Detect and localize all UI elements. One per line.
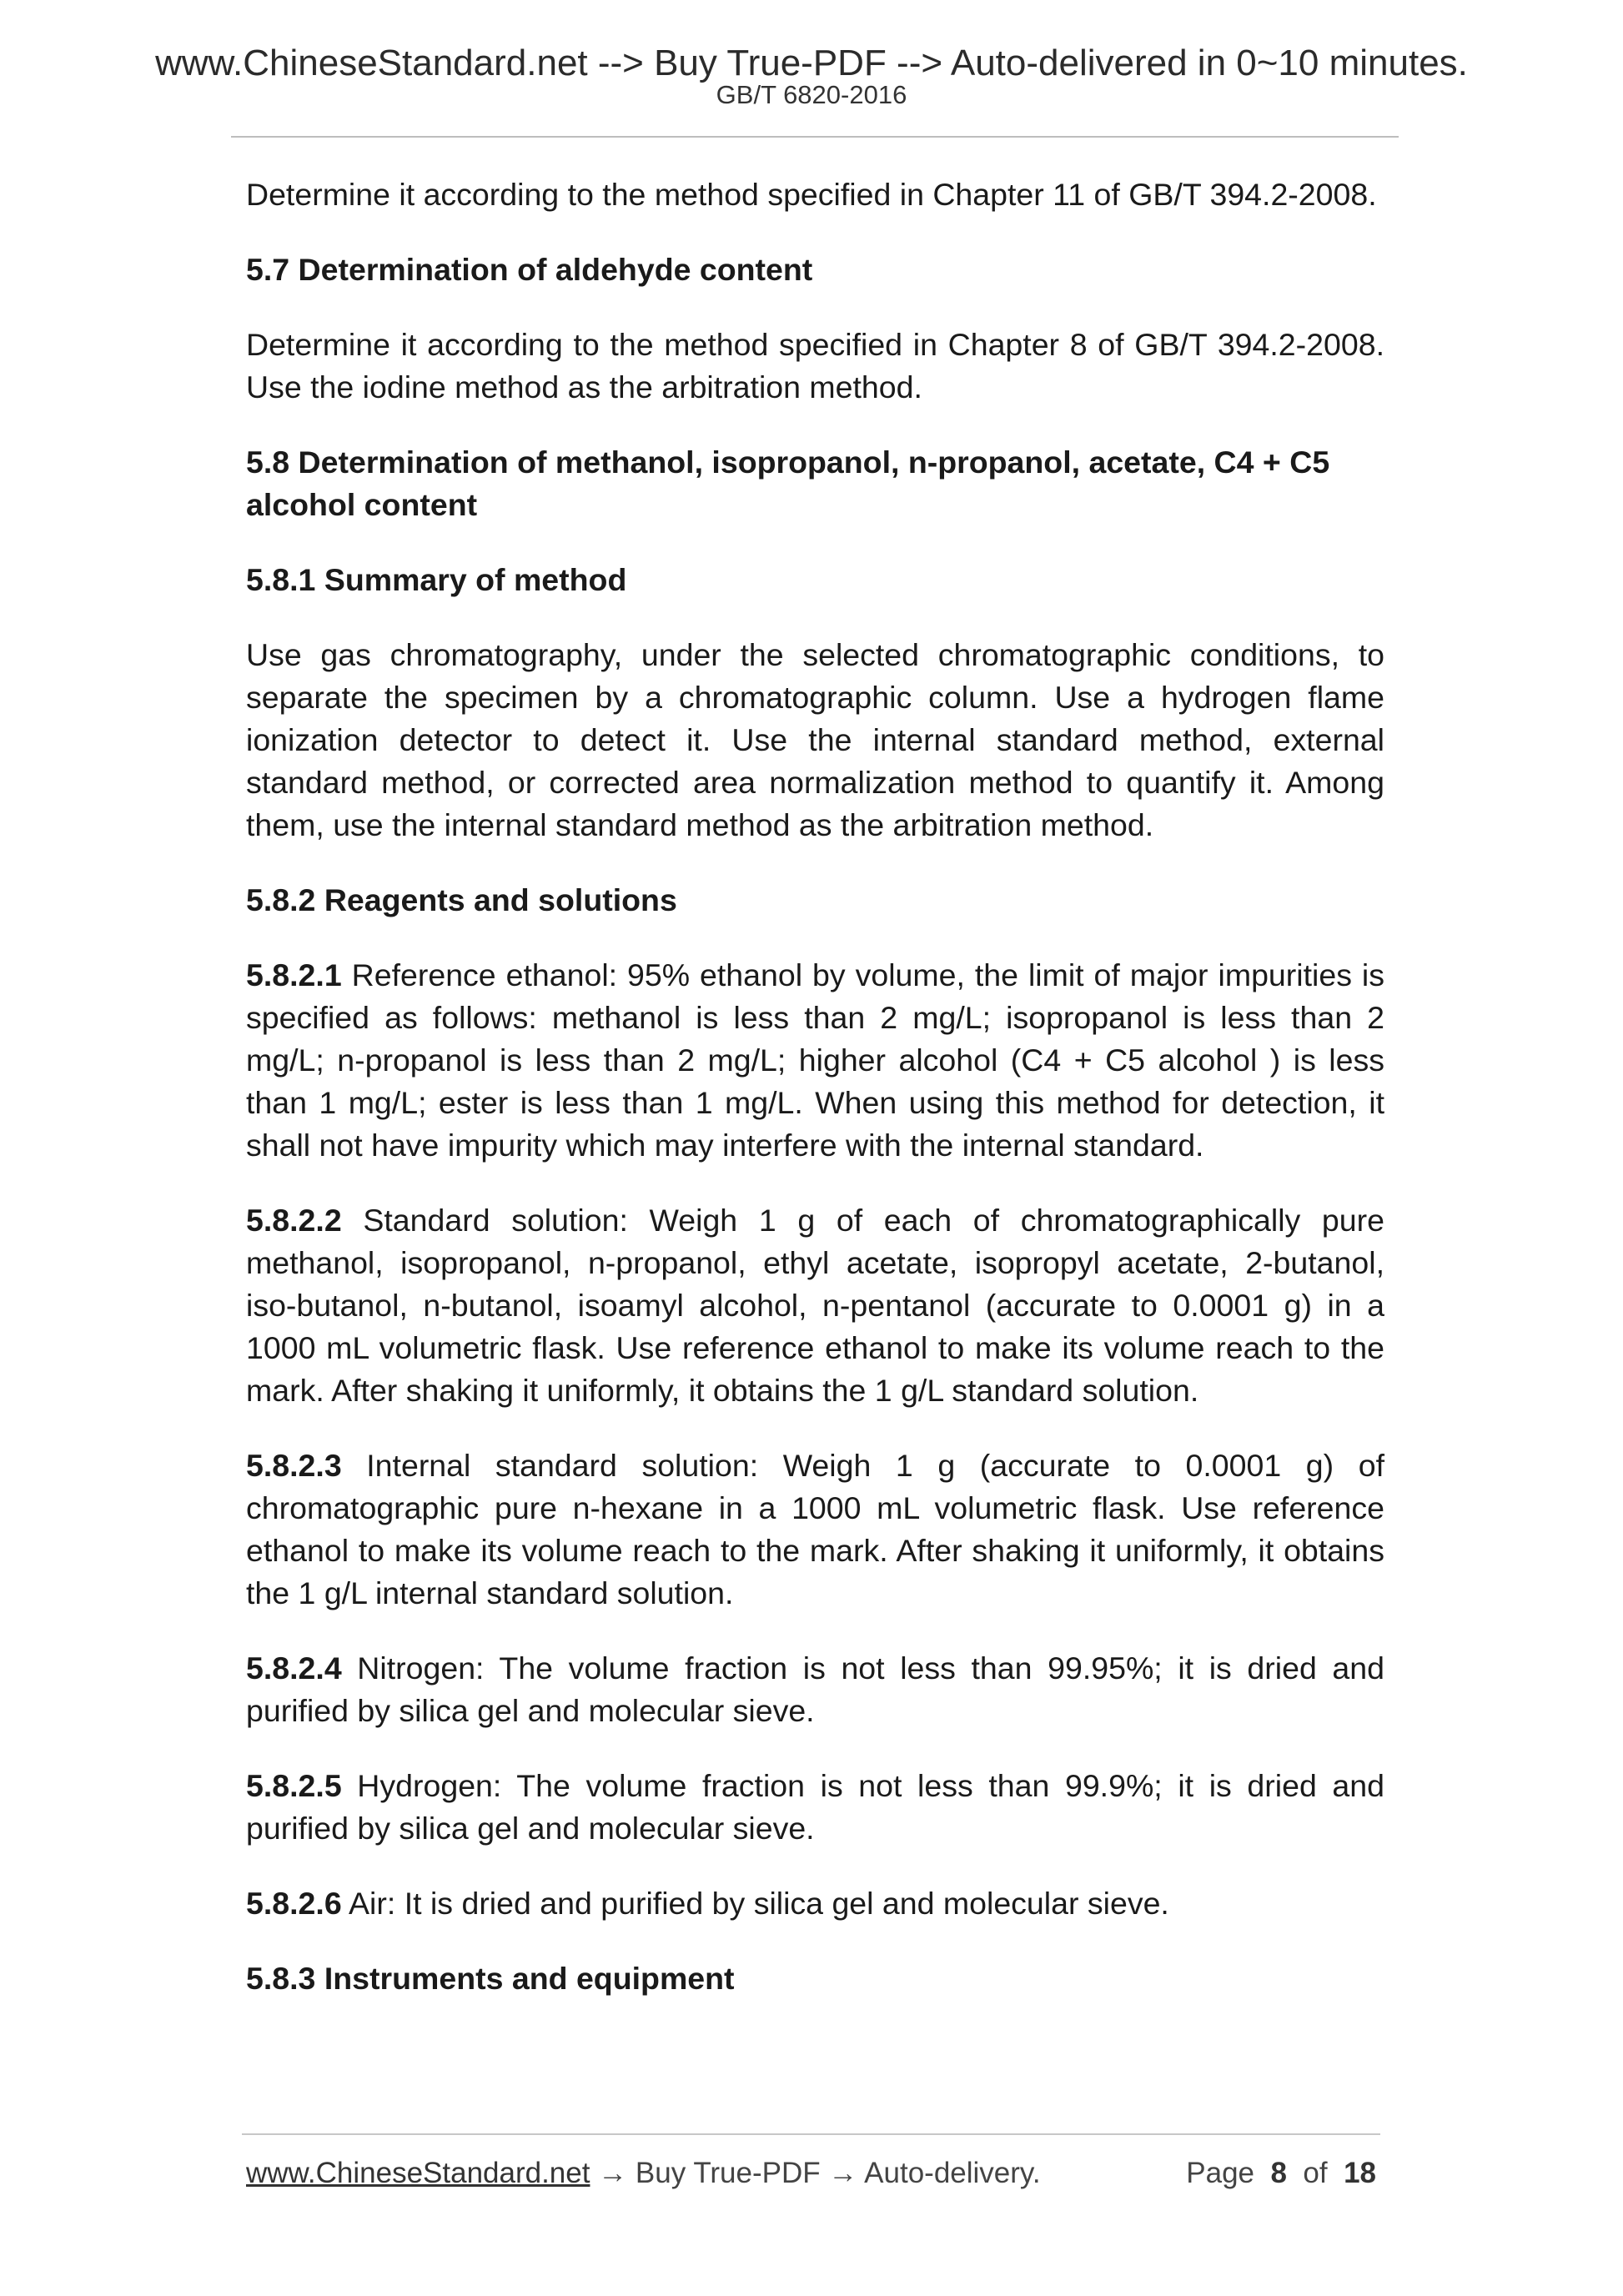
- clause-text: Standard solution: Weigh 1 g of each of chromatographically pure methanol, isopropanol, n-propanol, ethyl acetate, isopropyl acetate, 2-butanol, iso-butanol, n-butanol, isoamyl alcohol, n-pentanol (accurate to 0.0001 g) in a 1000 mL volumetric flask. Use reference ethanol to make its volume reach to the mark. After shaking it uniformly, it obtains the 1 g/L standard solution.: [246, 1203, 1384, 1408]
- page-footer: [246, 2155, 1376, 2192]
- section-5-8-2-heading: 5.8.2 Reagents and solutions: [246, 882, 677, 917]
- clause-5-8-2-1: [246, 954, 1384, 1167]
- page-current: 8: [1270, 2157, 1287, 2189]
- section-5-8-3-heading: 5.8.3 Instruments and equipment: [246, 1961, 735, 1996]
- intro-paragraph: Determine it according to the method specified in Chapter 11 of GB/T 394.2-2008.: [246, 177, 1377, 212]
- clause-5-8-2-5: [246, 1765, 1384, 1850]
- site-banner: www.ChineseStandard.net --> Buy True-PDF --> Auto-delivered in 0~10 minutes.: [155, 43, 1468, 83]
- page-total: 18: [1344, 2157, 1376, 2189]
- clause-5-8-2-4: [246, 1647, 1384, 1732]
- section-5-8-1-heading: 5.8.1 Summary of method: [246, 562, 627, 597]
- document-body: [246, 173, 1384, 2032]
- clause-number: 5.8.2.2: [246, 1203, 342, 1238]
- clause-5-8-2-6: [246, 1882, 1384, 1925]
- footer-site-link[interactable]: www.ChineseStandard.net: [246, 2157, 590, 2189]
- page-indicator: [1186, 2155, 1376, 2192]
- clause-text: Nitrogen: The volume fraction is not less than 99.95%; it is dried and purified by silica gel and molecular sieve.: [246, 1650, 1384, 1728]
- clause-text: Internal standard solution: Weigh 1 g (accurate to 0.0001 g) of chromatographic pure n-hexane in a 1000 mL volumetric flask. Use reference ethanol to make its volume reach to the mark. After shaking it uniformly, it obtains the 1 g/L internal standard solution.: [246, 1448, 1384, 1610]
- header-divider: [231, 136, 1399, 138]
- clause-text: Air: It is dried and purified by silica gel and molecular sieve.: [341, 1886, 1169, 1921]
- clause-number: 5.8.2.1: [246, 957, 342, 992]
- page-label: Page: [1186, 2157, 1255, 2189]
- section-5-7-heading: 5.7 Determination of aldehyde content: [246, 252, 813, 287]
- clause-number: 5.8.2.6: [246, 1886, 342, 1921]
- clause-number: 5.8.2.5: [246, 1768, 342, 1803]
- clause-text: Reference ethanol: 95% ethanol by volume, the limit of major impurities is specified as follows: methanol is less than 2 mg/L; isopropanol is less than 2 mg/L; n-propanol is less than 2 mg/L; higher alcohol (C4 + C5 alcohol ) is less than 1 mg/L; ester is less than 1 mg/L. When using this method for detection, it shall not have impurity which may interfere with the internal standard.: [246, 957, 1384, 1163]
- clause-number: 5.8.2.3: [246, 1448, 342, 1483]
- page-of: of: [1303, 2157, 1328, 2189]
- section-5-8-1-paragraph: Use gas chromatography, under the selected chromatographic conditions, to separate the specimen by a chromatographic column. Use a hydrogen flame ionization detector to detect it. Use the internal standard method, external standard method, or corrected area normalization method to quantify it. Among them, use the internal standard method as the arbitration method.: [246, 637, 1384, 842]
- section-5-7-paragraph: Determine it according to the method specified in Chapter 8 of GB/T 394.2-2008. Use the iodine method as the arbitration method.: [246, 327, 1384, 404]
- clause-5-8-2-2: [246, 1199, 1384, 1412]
- clause-number: 5.8.2.4: [246, 1650, 342, 1686]
- document-code: GB/T 6820-2016: [716, 80, 907, 109]
- clause-5-8-2-3: [246, 1444, 1384, 1615]
- section-5-8-heading: 5.8 Determination of methanol, isopropanol, n-propanol, acetate, C4 + C5 alcohol content: [246, 445, 1330, 522]
- footer-tagline: → Buy True-PDF → Auto-delivery.: [590, 2157, 1041, 2189]
- footer-divider: [242, 2133, 1380, 2135]
- clause-text: Hydrogen: The volume fraction is not less than 99.9%; it is dried and purified by silica gel and molecular sieve.: [246, 1768, 1384, 1846]
